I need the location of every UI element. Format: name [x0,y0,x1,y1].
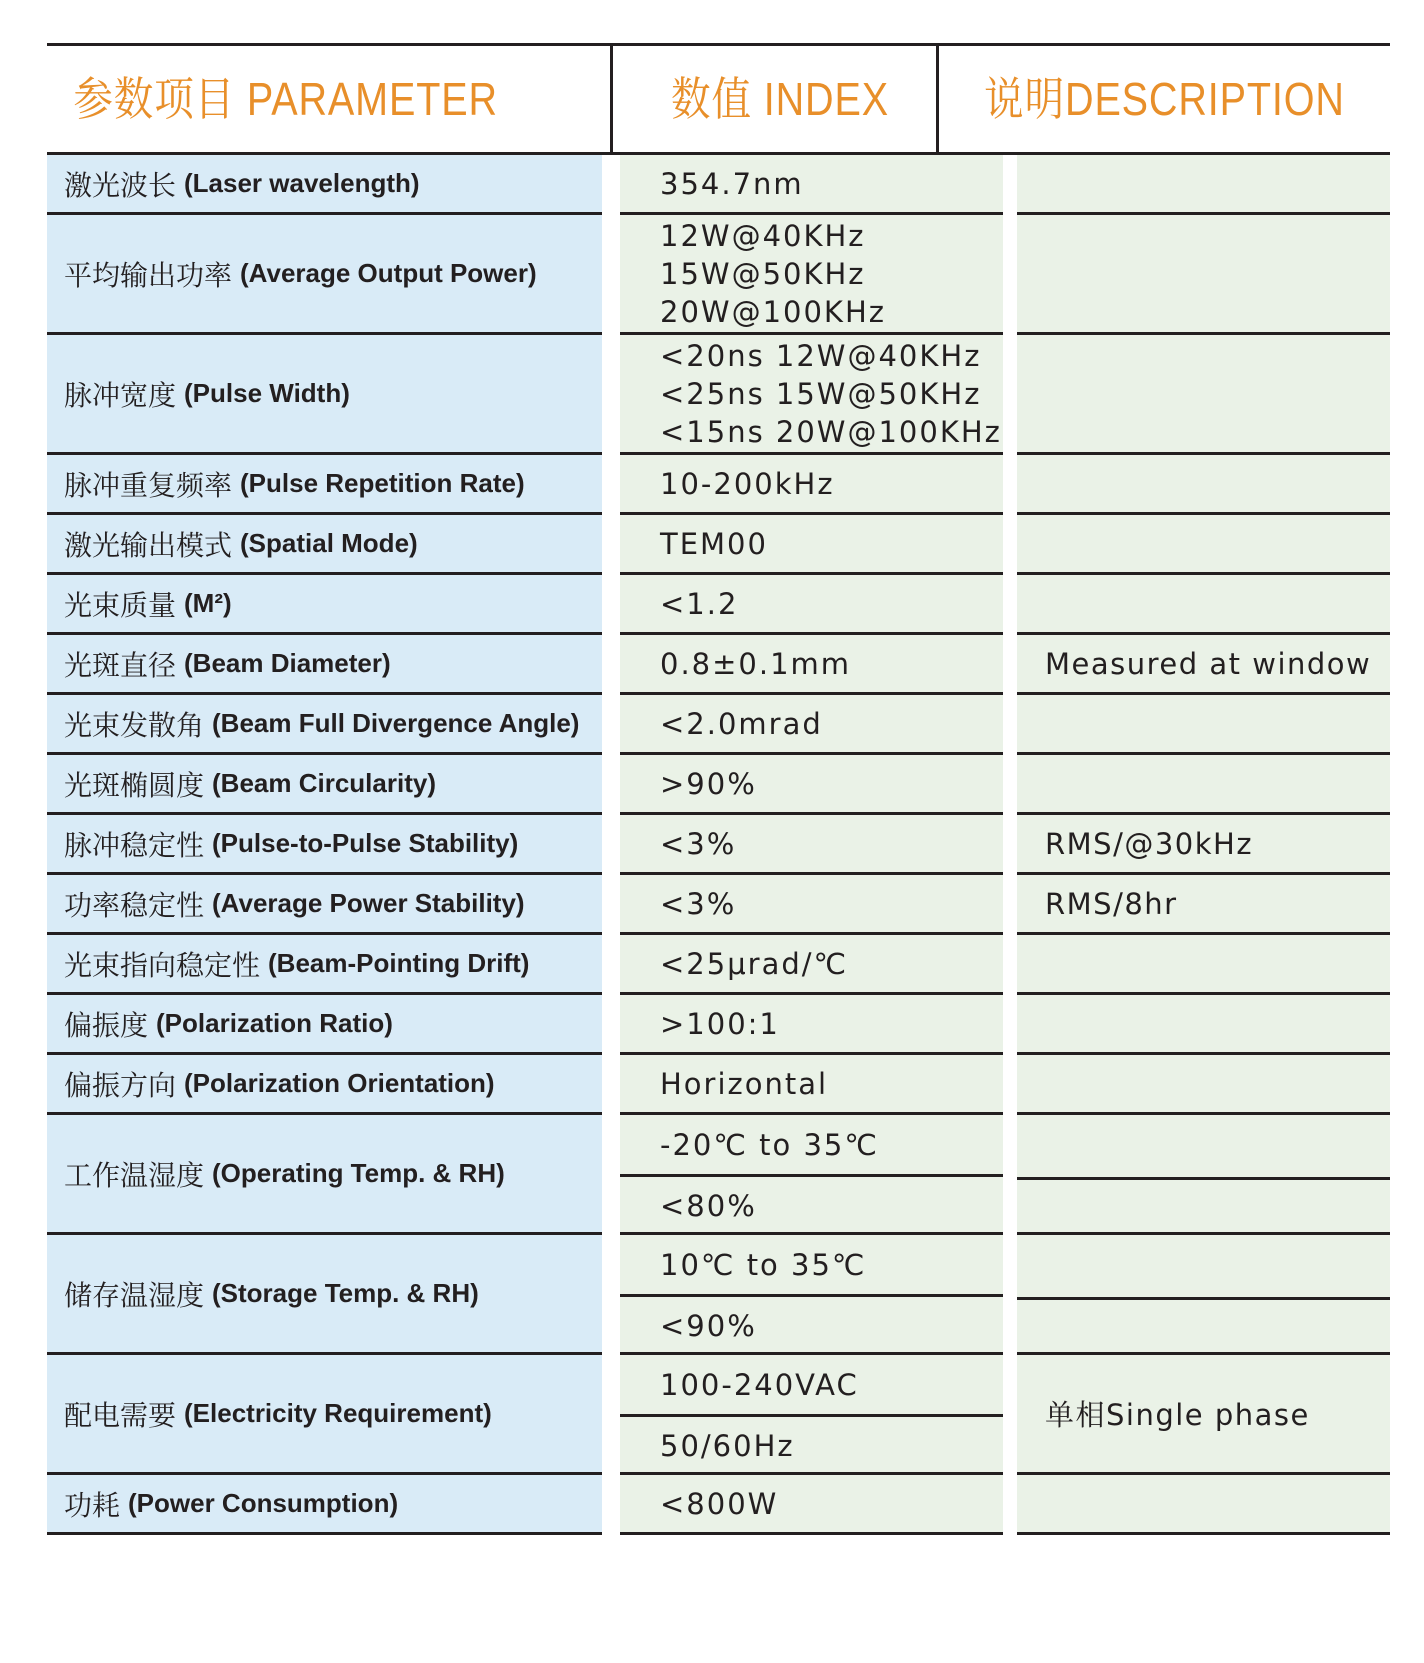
column-gap [602,1475,620,1535]
parameter-en: (Pulse Repetition Rate) [240,468,525,498]
column-gap [602,695,620,755]
index-cell [620,635,1003,692]
parameter-en: (Laser wavelength) [184,168,420,198]
index-cell [620,1235,1003,1352]
column-gap [602,575,620,635]
index-cell [620,215,1003,332]
index-cell [620,815,1003,872]
index-value: <15ns 20W@100KHz [660,414,1002,449]
column-gap [1003,755,1017,815]
parameter-cell [47,1235,602,1352]
table-row [47,335,1390,455]
parameter-en: (Beam Diameter) [184,648,391,678]
index-value: -20℃ to 35℃ [620,1115,1003,1177]
description-cell [1017,755,1390,812]
index-value: 100-240VAC [620,1355,1003,1417]
column-gap [1003,695,1017,755]
parameter-cell [47,935,602,992]
parameter-en: (Average Output Power) [240,258,537,288]
description-cell [1017,155,1390,212]
index-cell [620,875,1003,932]
column-gap [1003,1355,1017,1475]
parameter-cell [47,335,602,452]
description-cell [1017,215,1390,332]
index-cell [620,995,1003,1052]
index-cell [620,755,1003,812]
column-gap [1003,635,1017,695]
column-gap [1003,1235,1017,1355]
index-value: <3% [660,826,737,861]
description-cell [1017,875,1390,932]
parameter-zh: 光束发散角 [64,708,205,742]
index-value: <20ns 12W@40KHz [660,338,982,373]
description-cell [1017,1115,1390,1232]
parameter-zh: 功耗 [64,1488,121,1522]
parameter-zh: 储存温湿度 [64,1278,205,1312]
description-cell [1017,575,1390,632]
column-gap [602,215,620,335]
table-row [47,875,1390,935]
index-value: >100:1 [660,1006,780,1041]
table-row [47,755,1390,815]
column-gap [1003,455,1017,515]
table-row [47,695,1390,755]
parameter-en: (Electricity Requirement) [184,1398,492,1428]
column-gap [602,515,620,575]
table-row [47,995,1390,1055]
description-value: Measured at window [1045,646,1372,681]
column-gap [1003,1055,1017,1115]
parameter-en: (M²) [184,588,232,618]
column-gap [1003,155,1017,215]
description-cell [1017,635,1390,692]
index-value: <2.0mrad [660,706,823,741]
column-gap [1003,1115,1017,1235]
parameter-cell [47,995,602,1052]
description-cell [1017,455,1390,512]
parameter-cell [47,755,602,812]
column-gap [1003,575,1017,635]
table-row [47,515,1390,575]
table-row [47,1115,1390,1235]
column-gap [1003,335,1017,455]
description-cell [1017,1235,1390,1352]
column-gap [602,935,620,995]
parameter-en: (Average Power Stability) [212,888,525,918]
index-value: <3% [660,886,737,921]
index-value: 10-200kHz [660,466,835,501]
header-description: 说明DESCRIPTION [984,73,1345,125]
table-row [47,215,1390,335]
column-gap [602,155,620,215]
index-value: 50/60Hz [660,1429,795,1463]
table-row [47,635,1390,695]
index-value: <90% [660,1309,757,1343]
table-row [47,155,1390,215]
column-gap [602,1355,620,1475]
index-value: TEM00 [660,526,768,561]
parameter-cell [47,215,602,332]
table-row [47,575,1390,635]
description-cell [1017,1475,1390,1532]
column-gap [602,995,620,1055]
column-gap [1003,815,1017,875]
column-gap [602,455,620,515]
column-gap [1003,515,1017,575]
column-gap [1003,215,1017,335]
parameter-cell [47,635,602,692]
index-value: 20W@100KHz [660,294,886,329]
parameter-cell [47,455,602,512]
index-cell [620,1055,1003,1112]
description-cell [1017,515,1390,572]
parameter-zh: 光束质量 [64,588,177,622]
parameter-cell [47,695,602,752]
description-value: RMS/8hr [1045,886,1178,921]
description-value: 单相Single phase [1045,1398,1310,1432]
table-header [47,43,1390,155]
description-cell [1017,1055,1390,1112]
index-multiline [660,217,886,331]
description-cell [1017,815,1390,872]
index-cell [620,455,1003,512]
index-cell [620,575,1003,632]
parameter-zh: 偏振度 [64,1008,149,1042]
header-parameter: 参数项目 PARAMETER [73,73,498,125]
index-cell [620,1355,1003,1472]
parameter-cell [47,875,602,932]
parameter-zh: 工作温湿度 [64,1158,205,1192]
description-value: RMS/@30kHz [1045,826,1254,861]
table-row [47,1055,1390,1115]
index-value: 0.8±0.1mm [660,646,852,681]
description-divider [1017,1235,1390,1300]
parameter-zh: 脉冲稳定性 [64,828,205,862]
parameter-zh: 平均输出功率 [64,258,233,292]
index-value: 15W@50KHz [660,256,866,291]
index-cell [620,1475,1003,1532]
description-divider [1017,1115,1390,1180]
parameter-zh: 光斑椭圆度 [64,768,205,802]
index-cell [620,335,1003,452]
parameter-cell [47,1475,602,1532]
index-multiline [660,337,1002,451]
column-gap [1003,875,1017,935]
column-gap [1003,995,1017,1055]
parameter-cell [47,1115,602,1232]
column-gap [602,335,620,455]
parameter-zh: 功率稳定性 [64,888,205,922]
parameter-en: (Pulse-to-Pulse Stability) [212,828,519,858]
table-row [47,455,1390,515]
index-value: <800W [660,1486,779,1521]
index-value: 12W@40KHz [660,218,866,253]
parameter-zh: 脉冲宽度 [64,378,177,412]
index-value: 10℃ to 35℃ [620,1235,1003,1297]
parameter-cell [47,1055,602,1112]
index-cell [620,935,1003,992]
index-cell [620,1115,1003,1232]
index-cell [620,695,1003,752]
parameter-cell [47,515,602,572]
description-cell [1017,695,1390,752]
parameter-zh: 光束指向稳定性 [64,948,261,982]
description-cell [1017,995,1390,1052]
parameter-en: (Beam Full Divergence Angle) [212,708,580,738]
parameter-en: (Storage Temp. & RH) [212,1278,479,1308]
column-gap [602,875,620,935]
column-gap [602,1055,620,1115]
table-row [47,1475,1390,1535]
column-gap [602,755,620,815]
parameter-zh: 脉冲重复频率 [64,468,233,502]
table-row [47,935,1390,995]
index-value: 354.7nm [660,166,804,201]
index-value: <1.2 [660,586,739,621]
parameter-en: (Beam Circularity) [212,768,436,798]
parameter-en: (Pulse Width) [184,378,350,408]
parameter-zh: 光斑直径 [64,648,177,682]
index-cell [620,515,1003,572]
table-row [47,815,1390,875]
parameter-cell [47,815,602,872]
table-row [47,1235,1390,1355]
index-cell [620,155,1003,212]
table-body [47,155,1390,1535]
index-value: <25ns 15W@50KHz [660,376,982,411]
index-value: <25μrad/℃ [660,946,849,981]
column-gap [602,635,620,695]
description-cell [1017,335,1390,452]
parameter-cell [47,1355,602,1472]
column-gap [602,1115,620,1235]
column-gap [1003,935,1017,995]
parameter-zh: 激光波长 [64,168,177,202]
index-value: Horizontal [660,1066,829,1101]
column-gap [602,1235,620,1355]
parameter-zh: 激光输出模式 [64,528,233,562]
parameter-cell [47,575,602,632]
parameter-zh: 配电需要 [64,1398,177,1432]
parameter-en: (Polarization Orientation) [184,1068,495,1098]
parameter-zh: 偏振方向 [64,1068,177,1102]
parameter-en: (Polarization Ratio) [156,1008,393,1038]
parameter-en: (Operating Temp. & RH) [212,1158,505,1188]
description-cell [1017,935,1390,992]
parameter-cell [47,155,602,212]
index-value: <80% [660,1189,757,1223]
table-row [47,1355,1390,1475]
column-gap [602,815,620,875]
parameter-en: (Beam-Pointing Drift) [268,948,530,978]
description-cell [1017,1355,1390,1472]
parameter-en: (Spatial Mode) [240,528,418,558]
parameter-en: (Power Consumption) [128,1488,399,1518]
column-gap [1003,1475,1017,1535]
header-index: 数值 INDEX [671,73,889,125]
spec-table [47,43,1390,1535]
index-value: >90% [660,766,757,801]
